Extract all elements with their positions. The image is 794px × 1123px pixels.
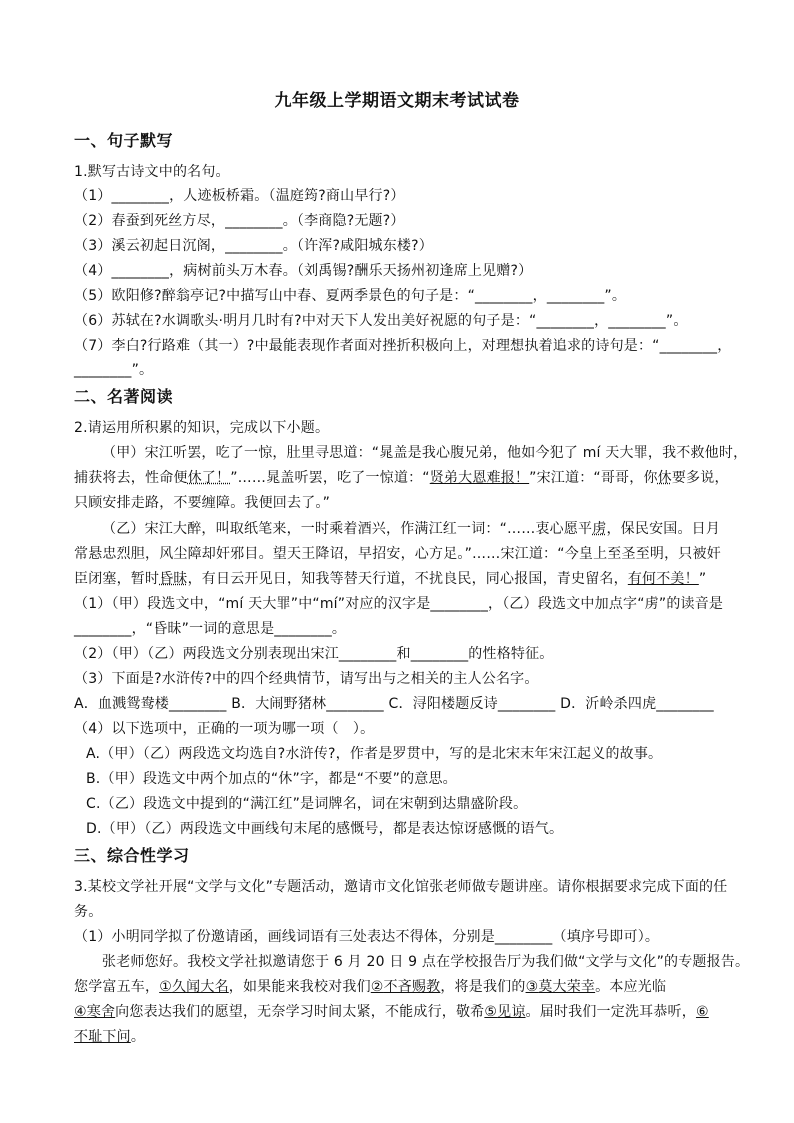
q2-option-a: A.（甲）（乙）两段选文均选自?水浒传?，作者是罗贯中，写的是北宋末年宋江起义的故事。 [86, 746, 663, 762]
invitation-line-1: 张老师您好。我校文学社拟邀请您于 6 月 20 日 9 点在学校报告厅为我们做“文学与文化”的专题报告。 [102, 954, 750, 970]
jia2-text-a: 捕获将去，性命便 [74, 470, 188, 486]
q1-line-1: （1）________，人迹板桥霜。（温庭筠?商山早行?） [74, 188, 405, 204]
item-1-number: ① [159, 979, 172, 995]
q1-line-7: （7）李白?行路难（其一）?中最能表现作者面对挫折积极向上，对理想执着追求的诗句是：“________， [74, 338, 732, 354]
item-1-word: 久闻大名 [171, 979, 229, 995]
item-2-number: ② [370, 979, 384, 995]
q2-sub4: （4）以下选项中，正确的一项为哪一项（ ）。 [74, 721, 375, 737]
q1-line-3: （3）溪云初起日沉阁，________。（许浑?咸阳城东楼?） [74, 238, 433, 254]
q1-stem: 1.默写古诗文中的名句。 [74, 164, 230, 180]
inv2-text-b: ，如果能来我校对我们 [228, 979, 371, 995]
q1-line-8: ________”。 [74, 362, 154, 378]
invitation-line-3 [74, 1002, 730, 1022]
yi3-underlined-sentence: 有何不美！ [627, 571, 699, 587]
q2-sub2: （2）（甲）（乙）两段选文分别表现出宋江________和________的性格特征。 [74, 646, 554, 662]
invitation-line-2 [74, 977, 730, 997]
item-4-number: ④ [74, 1004, 87, 1020]
item-5 [484, 1004, 525, 1020]
passage-jia-line-1: （甲）宋江听罢，吃了一惊，肚里寻思道：“晁盖是我心腹兄弟，他如今犯了 mí 天大罪，我不救他时， [102, 445, 748, 461]
item-3 [526, 979, 596, 995]
q1-line-5: （5）欧阳修?醉翁亭记?中描写山中春、夏两季景色的句子是：“________，________”。 [74, 288, 627, 304]
page-title: 九年级上学期语文期末考试试卷 [274, 91, 520, 111]
item-5-number: ⑤ [484, 1004, 498, 1020]
q2-sub3: （3）下面是?水浒传?中的四个经典情节，请写出与之相关的主人公名字。 [74, 671, 539, 687]
yi1-text-a: （乙）宋江大醉，叫取纸笔来，一时乘着酒兴，作满江红一词：“……衷心愿平 [102, 521, 593, 537]
q2-option-b: B.（甲）段选文中两个加点的“休”字，都是“不要”的意思。 [86, 771, 457, 787]
item-4 [74, 1004, 115, 1020]
jia2-text-e: ”宋江道：“哥哥，你 [529, 470, 658, 486]
q2-sub3-options: A．血溅鸳鸯楼________ B．大闹野猪林________ C．浔阳楼题反诗________ D．沂岭杀四虎________ [74, 696, 714, 712]
item-4-word: 寒舍 [86, 1004, 116, 1020]
item-5-word: 见谅 [497, 1004, 526, 1020]
item-6-word: 不耻下问 [74, 1029, 131, 1045]
yi3-text-e: ” [698, 571, 707, 587]
jia2-text-c: ”……晁盖听罢，吃了一惊道：“ [230, 470, 430, 486]
passage-jia-line-2 [74, 468, 730, 488]
section-heading-3: 三、综合性学习 [74, 846, 190, 865]
jia2-underlined-sentence: 贤弟大恩难报！ [429, 470, 530, 486]
inv4-text-b: 。 [130, 1029, 146, 1045]
yi1-text-c: ，保民安国。日月 [606, 521, 721, 537]
q1-line-4: （4）________，病树前头万木春。（刘禹锡?酬乐天扬州初逢席上见赠?） [74, 263, 533, 279]
q2-sub1-line-2: ________，“昏昧”一词的意思是________。 [74, 621, 347, 637]
q3-stem-line-1: 3.某校文学社开展“文学与文化”专题活动，邀请市文化馆张老师做专题讲座。请你根据要求完成下面的任 [74, 879, 728, 895]
inv2-text-d: 。本应光临 [595, 979, 667, 995]
inv2-text-c: ，将是我们的 [440, 979, 526, 995]
passage-yi-line-3 [74, 569, 730, 589]
jia2-dotted-xiu-1: 休了！ [187, 470, 231, 486]
yi1-dotted-lu: 虏 [592, 521, 607, 537]
item-3-word: 莫大荣幸 [538, 979, 596, 995]
item-3-number: ③ [525, 979, 539, 995]
item-2 [371, 979, 441, 995]
q3-sub1: （1）小明同学拟了份邀请函，画线词语有三处表达不得体，分别是________（填序号即可）。 [74, 929, 660, 945]
passage-jia-line-3: 只顾安排走路，不要缠障。我便回去了。” [74, 495, 331, 511]
q2-option-d: D.（甲）（乙）两段选文中画线句末尾的感慨号，都是表达惊讶感慨的语气。 [86, 821, 564, 837]
item-1 [159, 979, 229, 995]
jia2-dotted-xiu-2: 休 [657, 470, 672, 486]
yi3-text-c: ，有日云开见日，知我等替天行道，不扰良民，同心报国，青史留名， [187, 571, 628, 587]
q1-line-2: （2）春蚕到死丝方尽，________。（李商隐?无题?） [74, 213, 405, 229]
item-6-number-wrap [696, 1004, 709, 1020]
section-heading-2: 二、名著阅读 [74, 387, 174, 406]
inv3-text-a: 向您表达我们的愿望，无奈学习时间太紧，不能成行，敬希 [115, 1004, 485, 1020]
passage-yi-line-2: 常悬忠烈胆，风尘障却奸邪目。望天王降诏，早招安，心方足。”……宋江道：“今皇上至圣至明，只被奸 [74, 546, 721, 562]
yi3-dotted-hunmei: 昏昧 [159, 571, 188, 587]
q2-stem: 2.请运用所积累的知识，完成以下小题。 [74, 420, 330, 436]
jia2-text-g: 要多说， [671, 470, 729, 486]
q3-stem-line-2: 务。 [74, 904, 103, 920]
q2-option-c: C.（乙）段选文中提到的“满江红”是词牌名，词在宋朝到达鼎盛阶段。 [86, 796, 528, 812]
passage-yi-line-1 [102, 519, 730, 539]
invitation-line-4 [74, 1027, 730, 1047]
q2-sub1-line-1: （1）（甲）段选文中，“mí 天大罪”中“mí”对应的汉字是________，（乙）段选文中加点字“虏”的读音是 [74, 596, 724, 612]
inv2-text-a: 您学富五车， [74, 979, 160, 995]
section-heading-1: 一、句子默写 [74, 131, 174, 150]
yi3-text-a: 臣闭塞，暂时 [74, 571, 160, 587]
inv3-text-b: 。届时我们一定洗耳恭听， [525, 1004, 696, 1020]
item-6-number: ⑥ [695, 1004, 709, 1020]
q1-line-6: （6）苏轼在?水调歌头·明月几时有?中对天下人发出美好祝愿的句子是：“________，________”。 [74, 313, 688, 329]
item-2-word: 不吝赐教 [383, 979, 441, 995]
